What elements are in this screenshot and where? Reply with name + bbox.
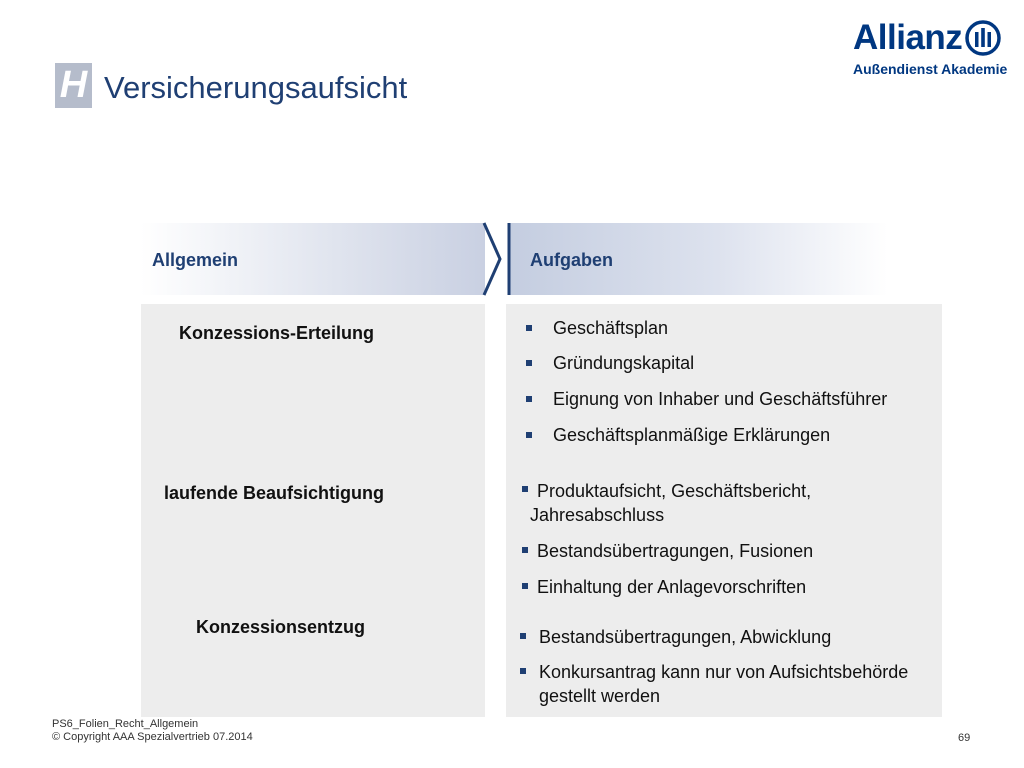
footer-copyright: © Copyright AAA Spezialvertrieb 07.2014 — [52, 731, 253, 743]
footer-file-name: PS6_Folien_Recht_Allgemein — [52, 718, 199, 730]
list-item: Bestandsübertragungen, Fusionen — [537, 541, 814, 561]
page-number: 69 — [958, 732, 971, 744]
list-item: Gründungskapital — [553, 353, 695, 373]
bullet-icon — [520, 633, 526, 639]
column-heading-allgemein: Allgemein — [152, 250, 239, 270]
allianz-eagle-icon — [965, 20, 1001, 56]
list-item: Geschäftsplan — [553, 318, 669, 338]
list-item: Eignung von Inhaber und Geschäftsführer — [553, 389, 888, 409]
section-label-laufende-beaufsichtigung: laufende Beaufsichtigung — [164, 483, 385, 503]
column-heading-aufgaben: Aufgaben — [530, 250, 613, 270]
left-panel — [141, 304, 485, 717]
bullet-icon — [526, 396, 532, 402]
list-item: Einhaltung der Anlagevorschriften — [537, 577, 807, 597]
list-item: Geschäftsplanmäßige Erklärungen — [553, 425, 831, 445]
section-label-konzessionsentzug: Konzessionsentzug — [196, 617, 366, 637]
bullet-icon — [522, 583, 528, 589]
list-item: Bestandsübertragungen, Abwicklung — [539, 627, 832, 647]
chevron-divider-icon — [478, 221, 514, 299]
allianz-logo — [853, 18, 1008, 78]
bullet-icon — [520, 668, 526, 674]
list-item: Konkursantrag kann nur von Aufsichtsbehörde gestellt werden — [539, 662, 909, 706]
bullet-icon — [522, 486, 528, 492]
logo-subtitle: Außendienst Akademie — [853, 61, 1008, 77]
bullet-icon — [526, 325, 532, 331]
section-h-icon — [55, 63, 92, 108]
bullet-icon — [522, 547, 528, 553]
page-title: Versicherungsaufsicht — [104, 70, 408, 105]
logo-wordmark: Allianz — [853, 18, 963, 57]
bullet-icon — [526, 432, 532, 438]
section-label-konzessions-erteilung: Konzessions-Erteilung — [179, 323, 375, 343]
list-item: Produktaufsicht, Geschäftsbericht, Jahresabschluss — [530, 481, 812, 525]
section-h-letter: H — [59, 64, 88, 106]
bullet-icon — [526, 360, 532, 366]
